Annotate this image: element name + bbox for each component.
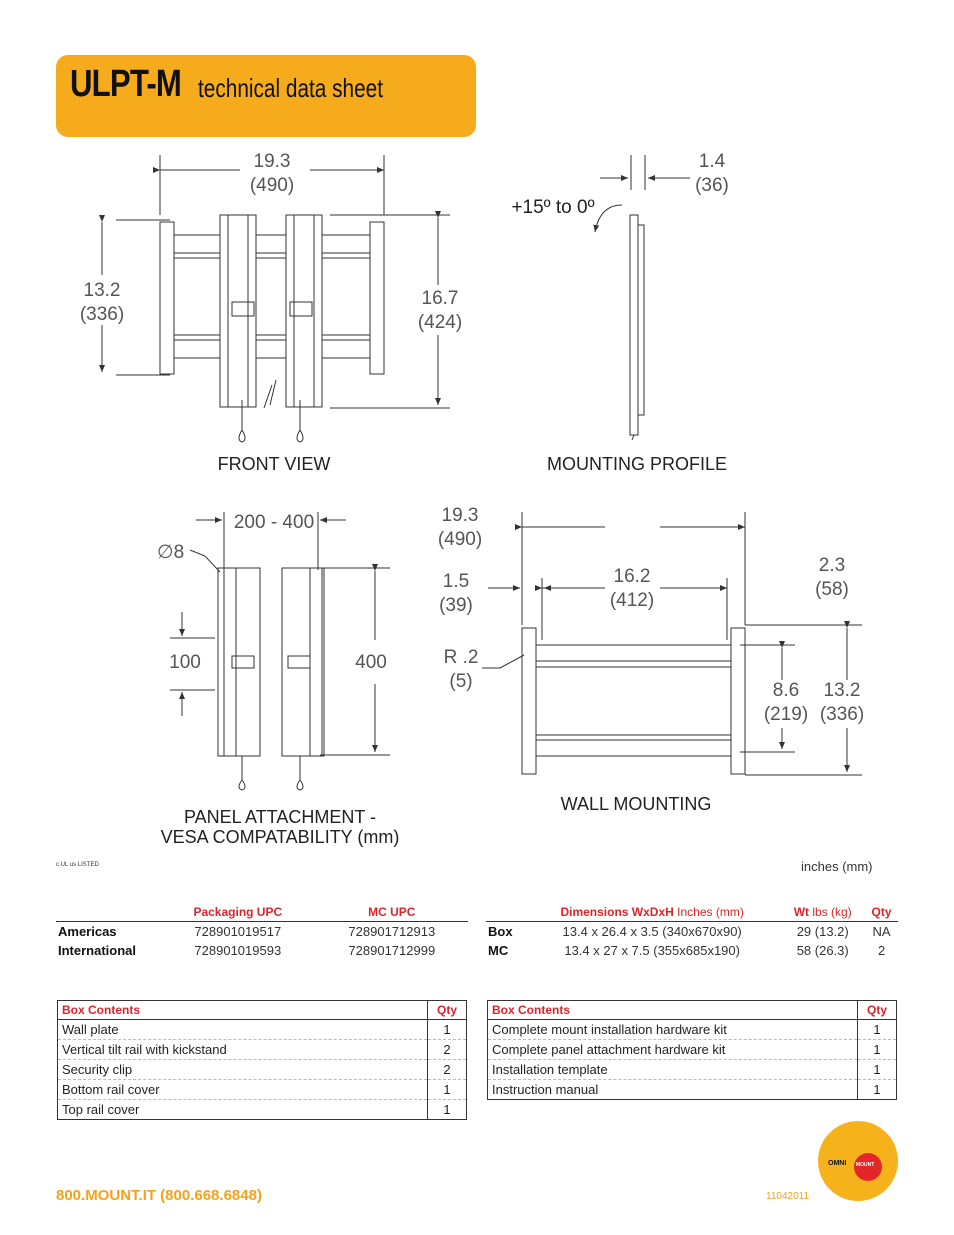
table-row <box>56 941 468 960</box>
rail-height-in: 16.7 <box>421 288 459 309</box>
phone-number[interactable]: 800.MOUNT.IT (800.668.6848) <box>56 1187 262 1204</box>
packaging-upc: 728901019517 <box>194 924 282 939</box>
ul-listed-mark: c UL us LISTED <box>56 862 99 868</box>
inner-mm: (219) <box>763 704 809 725</box>
wall-width-dim <box>426 504 494 552</box>
package-dims: 13.4 x 26.4 x 3.5 (340x670x90) <box>562 924 742 939</box>
inner-dim <box>758 679 814 727</box>
upc-header-mc: MC UPC <box>316 903 468 922</box>
list-item <box>58 1080 467 1100</box>
wall-width-mm: (490) <box>437 529 483 550</box>
item-name: Security clip <box>58 1060 428 1080</box>
profile-depth-dim <box>684 150 740 198</box>
item-qty: 1 <box>428 1020 467 1040</box>
qty-header: Qty <box>428 1001 467 1020</box>
package-weight: 58 (26.3) <box>796 943 849 958</box>
front-width-mm: (490) <box>249 175 295 196</box>
diameter-icon: ∅ <box>157 542 174 563</box>
list-item <box>488 1020 897 1040</box>
profile-depth-mm: (36) <box>695 175 729 196</box>
box-contents-header: Box Contents <box>488 1001 858 1020</box>
item-qty: 1 <box>428 1100 467 1120</box>
model-name: ULPT-M <box>70 63 182 105</box>
wall-width-in: 19.3 <box>441 505 479 526</box>
offset-mm: (39) <box>439 595 473 616</box>
wall-height-mm: (336) <box>819 704 865 725</box>
region-label: International <box>58 943 137 958</box>
wall-depth-mm: (58) <box>815 579 849 600</box>
document-code: 11042011 <box>766 1191 810 1202</box>
table-row <box>486 922 898 942</box>
mounting-profile-label: MOUNTING PROFILE <box>546 454 727 474</box>
wall-depth-in: 2.3 <box>818 555 846 576</box>
inner-in: 8.6 <box>772 680 800 701</box>
profile-depth-in: 1.4 <box>698 151 726 172</box>
dimensions-table <box>486 903 898 960</box>
upc-header-packaging: Packaging UPC <box>160 903 316 922</box>
front-height-dim <box>66 279 138 327</box>
box-contents-table-1 <box>57 1000 467 1120</box>
logo-brand: OMNI <box>828 1160 847 1167</box>
rail-height-dim <box>404 287 476 335</box>
item-qty: 1 <box>858 1040 897 1060</box>
list-item <box>58 1020 467 1040</box>
item-name: Instruction manual <box>488 1080 858 1100</box>
packaging-upc: 728901019593 <box>194 943 282 958</box>
front-view-label: FRONT VIEW <box>217 454 331 474</box>
qty-header: Qty <box>865 903 898 922</box>
list-item <box>488 1080 897 1100</box>
list-item <box>488 1040 897 1060</box>
dims-header: Dimensions WxDxH Inches (mm) <box>524 903 780 922</box>
offset-dim <box>430 570 482 618</box>
wall-height-in: 13.2 <box>823 680 861 701</box>
region-label: Americas <box>58 924 117 939</box>
front-height-in: 13.2 <box>83 280 121 301</box>
min-vertical: 100 <box>169 652 201 673</box>
offset-in: 1.5 <box>442 571 470 592</box>
list-item <box>58 1040 467 1060</box>
front-view-drawing <box>102 155 450 442</box>
weight-header: Wt lbs (kg) <box>780 903 865 922</box>
package-type: Box <box>488 924 513 939</box>
vesa-range: 200 - 400 <box>233 512 315 533</box>
list-item <box>58 1100 467 1120</box>
hole-diameter <box>157 541 191 565</box>
front-width-dim <box>236 150 308 198</box>
item-name: Vertical tilt rail with kickstand <box>58 1040 428 1060</box>
item-qty: 2 <box>428 1060 467 1080</box>
stud-mm: (412) <box>609 590 655 611</box>
item-qty: 2 <box>428 1040 467 1060</box>
item-name: Top rail cover <box>58 1100 428 1120</box>
item-name: Bottom rail cover <box>58 1080 428 1100</box>
units-note: inches (mm) <box>801 859 873 874</box>
logo-sub: MOUNT <box>856 1162 875 1168</box>
package-qty: 2 <box>877 943 886 958</box>
stud-dim <box>596 565 668 613</box>
package-dims: 13.4 x 27 x 7.5 (355x685x190) <box>564 943 740 958</box>
item-name: Installation template <box>488 1060 858 1080</box>
radius-mm: (5) <box>449 671 473 692</box>
mounting-profile-drawing <box>595 155 690 440</box>
wall-mounting-label: WALL MOUNTING <box>560 794 712 814</box>
omnimount-logo <box>818 1121 898 1201</box>
panel-label-line2: VESA COMPATABILITY (mm) <box>160 827 400 847</box>
item-name: Complete mount installation hardware kit <box>488 1020 858 1040</box>
subtitle: technical data sheet <box>198 73 384 103</box>
table-row <box>56 922 468 942</box>
package-qty: NA <box>872 924 891 939</box>
table-row <box>486 941 898 960</box>
max-vertical: 400 <box>355 652 387 673</box>
mc-upc: 728901712913 <box>348 924 436 939</box>
tilt-range: +15º to 0º <box>511 197 595 218</box>
wall-depth-dim <box>804 554 860 602</box>
qty-header: Qty <box>858 1001 897 1020</box>
upc-table <box>56 903 468 960</box>
radius-dim <box>434 646 488 694</box>
item-qty: 1 <box>858 1060 897 1080</box>
package-weight: 29 (13.2) <box>796 924 849 939</box>
item-qty: 1 <box>428 1080 467 1100</box>
radius-in: R .2 <box>443 647 479 668</box>
box-contents-header: Box Contents <box>58 1001 428 1020</box>
hole-diameter-value: 8 <box>173 542 185 563</box>
item-qty: 1 <box>858 1020 897 1040</box>
front-width-in: 19.3 <box>253 151 291 172</box>
list-item <box>58 1060 467 1080</box>
list-item <box>488 1060 897 1080</box>
item-qty: 1 <box>858 1080 897 1100</box>
wall-height-dim <box>814 679 870 727</box>
box-contents-table-2 <box>487 1000 897 1100</box>
rail-height-mm: (424) <box>417 312 463 333</box>
wall-mounting-drawing <box>482 512 862 775</box>
mc-upc: 728901712999 <box>348 943 436 958</box>
item-name: Wall plate <box>58 1020 428 1040</box>
stud-in: 16.2 <box>613 566 651 587</box>
panel-label-line1: PANEL ATTACHMENT - <box>183 807 377 827</box>
item-name: Complete panel attachment hardware kit <box>488 1040 858 1060</box>
package-type: MC <box>488 943 509 958</box>
front-height-mm: (336) <box>79 304 125 325</box>
panel-attachment-label <box>140 807 420 847</box>
